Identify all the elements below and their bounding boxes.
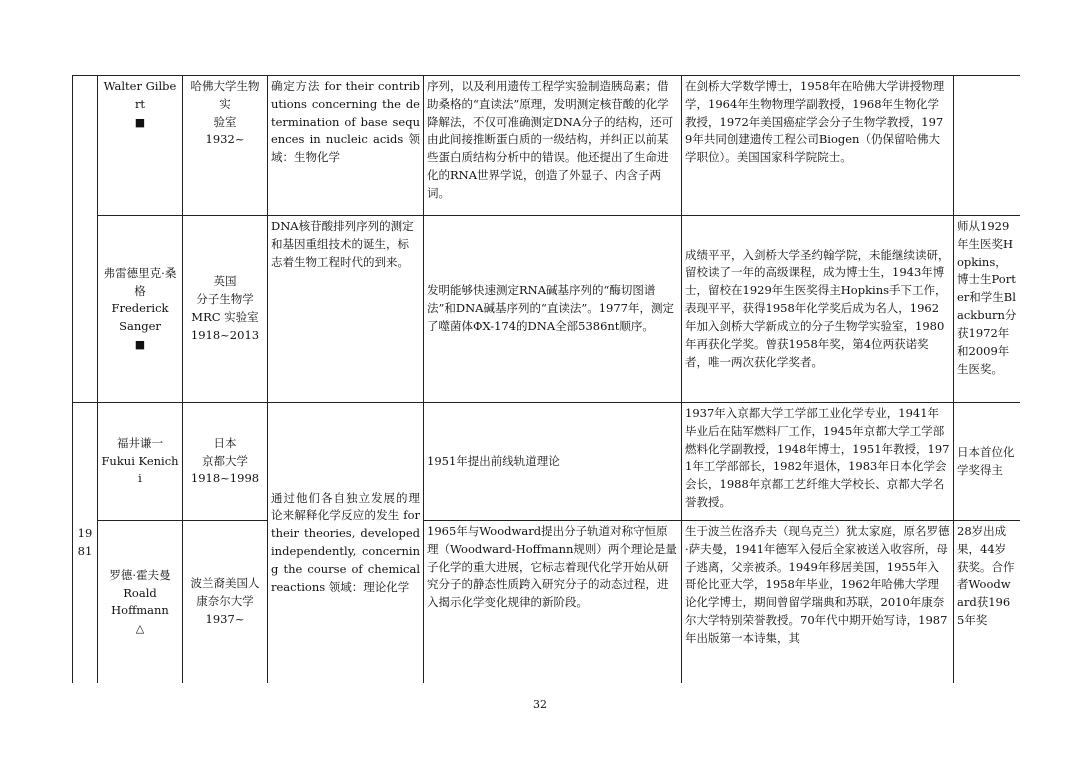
contribution-cell: 确定方法 for their contributions concerning the determination of base sequences in nucleic acids 领域：生物化学 bbox=[268, 76, 424, 216]
achievement-cell: 序列，以及利用遗传工程学实验制造胰岛素；借助桑格的“直读法”原理，发明测定核苷酸的化学降解法，不仅可准确测定DNA分子的结构，还可由此间接推断蛋白质的一级结构，并纠正以前某些蛋白质结构分析中的错误。他还提出了生命进化的RNA世界学说，创造了外显子、内含子两词。 bbox=[424, 76, 682, 216]
achievement-cell: 发明能够快速测定RNA碱基序列的“酶切图谱法”和DNA碱基序列的“直读法”。1977年，测定了噬菌体ΦX-174的DNA全部5386nt顺序。 bbox=[424, 216, 682, 403]
laureate-name-en: Fukui Kenichi bbox=[101, 453, 179, 486]
contribution-cell: 通过他们各自独立发展的理论来解释化学反应的发生 for their theories, developed independently, concerning the course of chemical reactions 领域：理论化学 bbox=[268, 403, 424, 684]
institution-line: 日本 bbox=[213, 435, 237, 450]
biography-cell: 成绩平平，入剑桥大学圣约翰学院，未能继续读研，留校读了一年的高级课程，成为博士生，1943年博士，留校在1929年生医奖得主Hopkins手下工作，表现平平，获得1958年化学奖后成为名人，1962年加入剑桥大学新成立的分子生物学实验室，1980年再获化学奖。曾获1958年奖，第4位两获诺奖者，唯一两次获化学奖者。 bbox=[682, 216, 954, 403]
biography-cell: 在剑桥大学数学博士，1958年在哈佛大学讲授物理学，1964年生物物理学副教授，1968年生物化学教授，1972年美国癌症学会分子生物学教授，1979年共同创建遗传工程公司Biogen（仍保留哈佛大学职位）。美国国家科学院院士。 bbox=[682, 76, 954, 216]
laureate-name-cell bbox=[98, 521, 183, 684]
contribution-cell: DNA核苷酸排列序列的测定和基因重组技术的诞生，标志着生物工程时代的到来。 bbox=[268, 216, 424, 403]
laureate-name: Walter Gilbert bbox=[103, 79, 177, 111]
laureate-name-cell bbox=[98, 76, 183, 216]
laureate-name-en: Roald bbox=[123, 585, 157, 600]
table-row bbox=[73, 521, 1021, 684]
institution-cell bbox=[183, 403, 268, 521]
institution-line: 英国 bbox=[213, 274, 237, 289]
institution-cell bbox=[183, 76, 268, 216]
year-cell: 1981 bbox=[73, 403, 98, 684]
institution-line: 验室 bbox=[213, 114, 237, 129]
laureate-name-cn: 格 bbox=[134, 283, 146, 298]
laureate-name-en: Frederick bbox=[111, 301, 169, 316]
institution-line: MRC 实验室 bbox=[191, 310, 259, 324]
table-row bbox=[73, 216, 1021, 403]
note-cell: 28岁出成果，44岁获奖。合作者Woodward获1965年奖 bbox=[954, 521, 1021, 684]
nobel-laureates-table bbox=[72, 75, 1020, 683]
lifespan: 1937~ bbox=[205, 611, 245, 626]
laureate-marker: ■ bbox=[134, 115, 146, 129]
institution-line: 康奈尔大学 bbox=[196, 594, 254, 609]
lifespan: 1918~2013 bbox=[190, 327, 260, 342]
institution-line: 波兰裔美国人 bbox=[190, 576, 260, 591]
laureate-name-cn: 罗德·霍夫曼 bbox=[109, 567, 171, 582]
biography-cell: 生于波兰佐洛乔夫（现乌克兰）犹太家庭，原名罗德·萨夫曼，1941年德军入侵后全家被送入收容所，母子逃离，父亲被杀。1949年移居美国，1955年入哥伦比亚大学，1958年毕业，1962年哈佛大学理论化学博士，期间曾留学瑞典和苏联，2010年康奈尔大学特别荣誉教授。70年代中期开始写诗，1987年出版第一本诗集，其 bbox=[682, 521, 954, 684]
table-row bbox=[73, 76, 1021, 216]
note-cell: 师从1929年生医奖Hopkins，博士生Porter和学生Blackburn分获1972年和2009年生医奖。 bbox=[954, 216, 1021, 403]
laureate-name-cell bbox=[98, 216, 183, 403]
laureate-name-cn: 弗雷德里克·桑 bbox=[103, 265, 177, 280]
document-page bbox=[72, 75, 1020, 683]
laureate-marker: △ bbox=[135, 622, 145, 636]
table-row bbox=[73, 403, 1021, 521]
laureate-name-cn: 福井谦一 bbox=[117, 435, 163, 450]
achievement-cell: 1965年与Woodward提出分子轨道对称守恒原理（Woodward-Hoffmann规则）两个理论是量子化学的重大进展，它标志着现代化学开始从研究分子的静态性质跨入研究分子的动态过程，进入揭示化学变化规律的新阶段。 bbox=[424, 521, 682, 684]
lifespan: 1932~ bbox=[205, 132, 245, 147]
lifespan: 1918~1998 bbox=[190, 471, 260, 486]
institution-cell bbox=[183, 521, 268, 684]
laureate-marker: ■ bbox=[134, 338, 146, 352]
note-cell: 日本首位化学奖得主 bbox=[954, 403, 1021, 521]
biography-cell: 1937年入京都大学工学部工业化学专业，1941年毕业后在陆军燃料厂工作，1945年京都大学工学部燃料化学副教授，1948年博士，1951年教授，1971年工学部部长，1982年退休，1983年日本化学会会长，1988年京都工艺纤维大学校长、京都大学名誉教授。 bbox=[682, 403, 954, 521]
institution-line: 京都大学 bbox=[202, 453, 248, 468]
year-cell bbox=[73, 76, 98, 403]
laureate-name-en: Hoffmann bbox=[111, 603, 169, 618]
institution-line: 分子生物学 bbox=[196, 292, 254, 307]
institution-cell bbox=[183, 216, 268, 403]
institution-line: 哈佛大学生物实 bbox=[190, 79, 260, 111]
page-number: 32 bbox=[533, 698, 547, 711]
achievement-cell: 1951年提出前线轨道理论 bbox=[424, 403, 682, 521]
note-cell bbox=[954, 76, 1021, 216]
laureate-name-en: Sanger bbox=[119, 319, 161, 334]
laureate-name-cell bbox=[98, 403, 183, 521]
